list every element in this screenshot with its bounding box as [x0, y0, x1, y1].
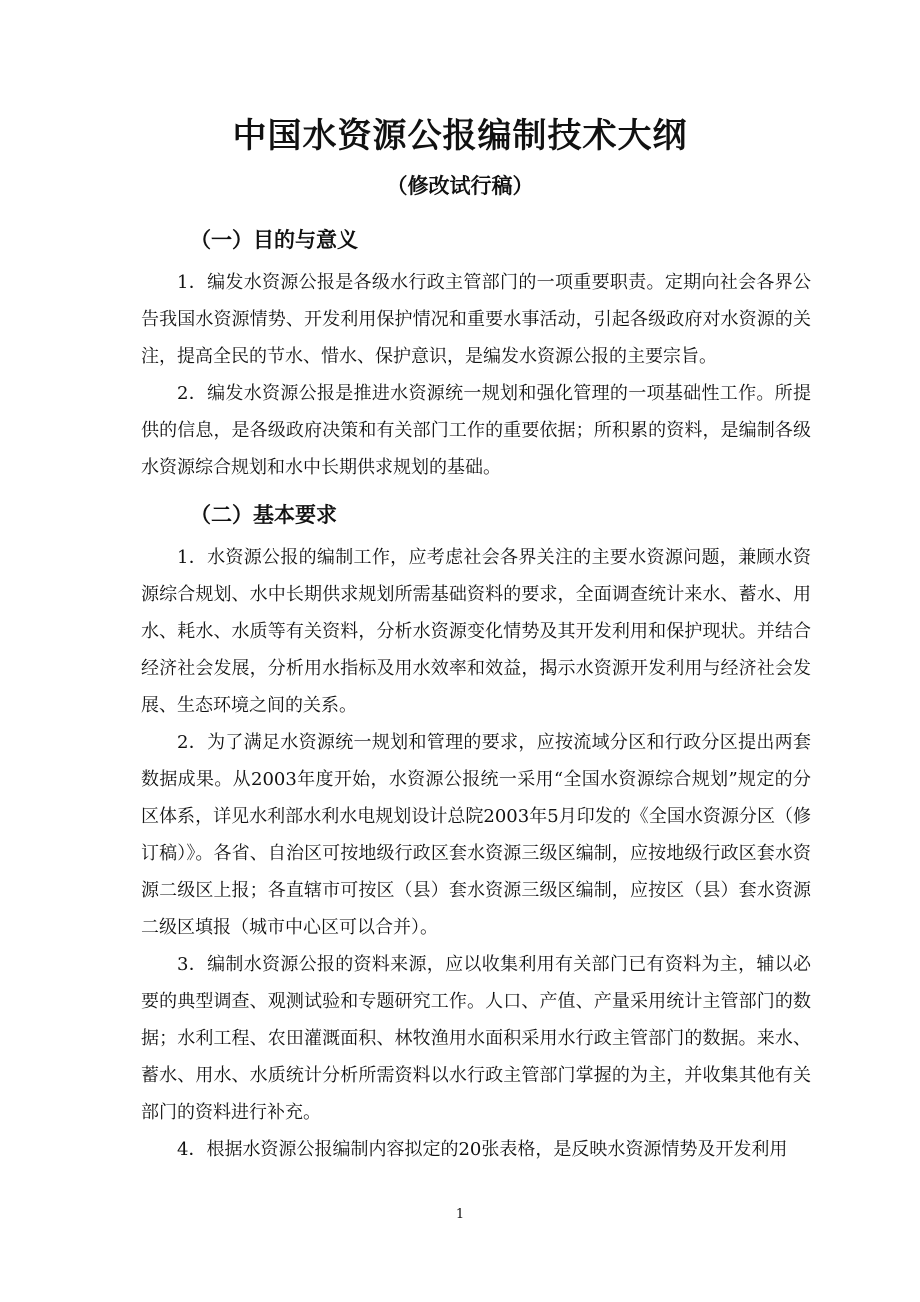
section-heading-purpose: （一）目的与意义 [190, 228, 358, 252]
paragraph: 1．编发水资源公报是各级水行政主管部门的一项重要职责。定期向社会各界公告我国水资源情势、开发利用保护情况和重要水事活动，引起各级政府对水资源的关注，提高全民的节水、惜水、保护意识，是编发水资源公报的主要宗旨。 [141, 272, 811, 367]
paragraph: 4．根据水资源公报编制内容拟定的20张表格，是反映水资源情势及开发利用 [177, 1139, 788, 1160]
document-title: 中国水资源公报编制技术大纲 [232, 116, 688, 156]
paragraph: 2．为了满足水资源统一规划和管理的要求，应按流域分区和行政分区提出两套数据成果。从2003年度开始，水资源公报统一采用“全国水资源综合规划”规定的分区体系，详见水利部水利水电规划设计总院2003年5月印发的《全国水资源分区（修订稿）》。各省、自治区可按地级行政区套水资源三级区编制，应按地级行政区套水资源二级区上报；各直辖市可按区（县）套水资源三级区编制，应按区（县）套水资源二级区填报（城市中心区可以合并）。 [141, 732, 811, 938]
section-heading-requirements: （二）基本要求 [190, 503, 337, 527]
paragraph: 3．编制水资源公报的资料来源，应以收集利用有关部门已有资料为主，辅以必要的典型调查、观测试验和专题研究工作。人口、产值、产量采用统计主管部门的数据；水利工程、农田灌溉面积、林牧渔用水面积采用水行政主管部门的数据。来水、蓄水、用水、水质统计分析所需资料以水行政主管部门掌握的为主，并收集其他有关部门的资料进行补充。 [141, 954, 811, 1123]
paragraph: 1．水资源公报的编制工作，应考虑社会各界关注的主要水资源问题，兼顾水资源综合规划、水中长期供求规划所需基础资料的要求，全面调查统计来水、蓄水、用水、耗水、水质等有关资料，分析水资源变化情势及其开发利用和保护现状。并结合经济社会发展，分析用水指标及用水效率和效益，揭示水资源开发利用与经济社会发展、生态环境之间的关系。 [141, 547, 811, 716]
paragraph: 2．编发水资源公报是推进水资源统一规划和强化管理的一项基础性工作。所提供的信息，是各级政府决策和有关部门工作的重要依据；所积累的资料，是编制各级水资源综合规划和水中长期供求规划的基础。 [141, 383, 811, 478]
page-number: 1 [455, 1207, 465, 1222]
document-subtitle: （修改试行稿） [386, 174, 534, 198]
